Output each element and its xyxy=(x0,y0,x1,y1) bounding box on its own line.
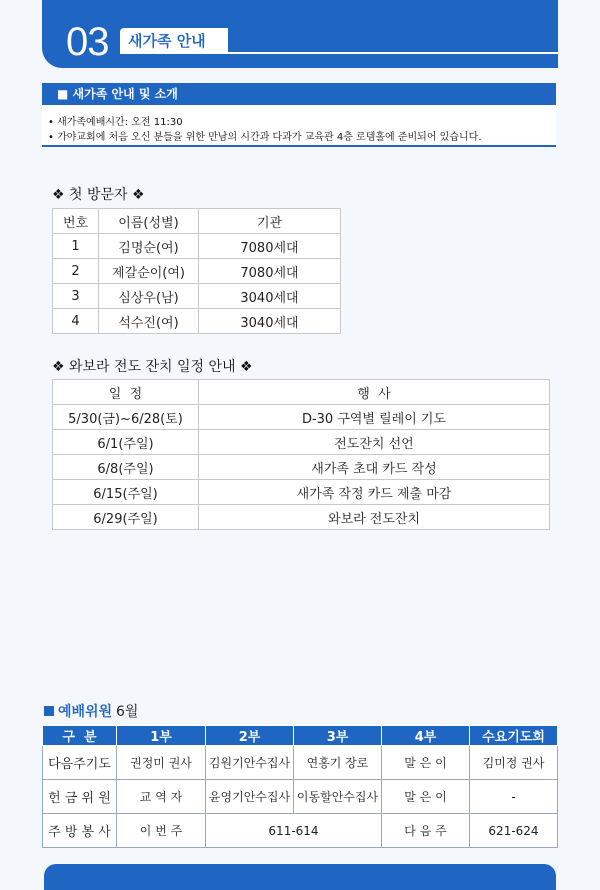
row-label: 주 방 봉 사 xyxy=(43,814,117,848)
cell: 이 번 주 xyxy=(117,814,206,848)
cell: 6/8(주일) xyxy=(53,455,199,480)
cell: - xyxy=(470,780,558,814)
table-row xyxy=(53,259,341,284)
cell: 김미정 권사 xyxy=(470,746,558,780)
table-row xyxy=(53,405,550,430)
table-header-row xyxy=(43,726,558,746)
col-header: 수요기도회 xyxy=(470,726,558,746)
col-header: 기관 xyxy=(199,209,341,234)
cell: 교 역 자 xyxy=(117,780,206,814)
cell: 석수진(여) xyxy=(99,309,199,334)
col-header: 2부 xyxy=(206,726,294,746)
cell: 권정미 권사 xyxy=(117,746,206,780)
cell: 3040세대 xyxy=(199,284,341,309)
intro-bullet-2: • 가야교회에 처음 오신 분들을 위한 만남의 시간과 다과가 교육관 4층 로뎀홀에 준비되어 있습니다. xyxy=(48,132,482,143)
table-row xyxy=(53,234,341,259)
table-row xyxy=(53,505,550,530)
table-row xyxy=(53,430,550,455)
col-header: 1부 xyxy=(117,726,206,746)
col-header: 3부 xyxy=(294,726,382,746)
table-row xyxy=(43,814,558,848)
schedule-table xyxy=(52,379,550,530)
square-bullet-icon xyxy=(44,706,54,716)
cell: 6/15(주일) xyxy=(53,480,199,505)
footer-bar xyxy=(44,864,556,890)
row-label: 헌 금 위 원 xyxy=(43,780,117,814)
table-row xyxy=(43,746,558,780)
row-label: 다음주기도 xyxy=(43,746,117,780)
table-header-row xyxy=(53,209,341,234)
cell: 2 xyxy=(53,259,99,284)
cell: 6/1(주일) xyxy=(53,430,199,455)
cell: 김원기안수집사 xyxy=(206,746,294,780)
cell: D-30 구역별 릴레이 기도 xyxy=(199,405,550,430)
worship-table xyxy=(42,725,558,848)
header-underline xyxy=(228,52,558,54)
col-header: 4부 xyxy=(382,726,470,746)
intro-bar-title: ■ 새가족 안내 및 소개 xyxy=(57,87,178,101)
intro-bullet-1: • 새가족예배시간: 오전 11:30 xyxy=(48,117,183,128)
table-header-row xyxy=(53,380,550,405)
cell: 와보라 전도잔치 xyxy=(199,505,550,530)
cell: 김명순(여) xyxy=(99,234,199,259)
cell: 말 은 이 xyxy=(382,746,470,780)
schedule-heading: ❖ 와보라 전도 잔치 일정 안내 ❖ xyxy=(52,359,253,375)
cell: 5/30(금)~6/28(토) xyxy=(53,405,199,430)
table-row xyxy=(43,780,558,814)
cell: 제갈순이(여) xyxy=(99,259,199,284)
col-header: 이름(성별) xyxy=(99,209,199,234)
cell: 전도잔치 선언 xyxy=(199,430,550,455)
cell: 윤영기안수집사 xyxy=(206,780,294,814)
worship-title: 예배위원 xyxy=(58,704,113,720)
cell: 다 음 주 xyxy=(382,814,470,848)
cell: 4 xyxy=(53,309,99,334)
cell: 말 은 이 xyxy=(382,780,470,814)
col-header: 일 정 xyxy=(53,380,199,405)
cell: 611-614 xyxy=(206,814,382,848)
cell: 7080세대 xyxy=(199,234,341,259)
cell: 연홍기 장로 xyxy=(294,746,382,780)
col-header: 번호 xyxy=(53,209,99,234)
cell: 3 xyxy=(53,284,99,309)
visitors-heading: ❖ 첫 방문자 ❖ xyxy=(52,187,145,203)
col-header: 구 분 xyxy=(43,726,117,746)
cell: 3040세대 xyxy=(199,309,341,334)
table-row xyxy=(53,309,341,334)
cell: 새가족 작정 카드 제출 마감 xyxy=(199,480,550,505)
table-row xyxy=(53,455,550,480)
cell: 새가족 초대 카드 작성 xyxy=(199,455,550,480)
worship-month: 6월 xyxy=(116,704,139,720)
visitors-table xyxy=(52,208,341,334)
cell: 심상우(남) xyxy=(99,284,199,309)
cell: 1 xyxy=(53,234,99,259)
cell: 7080세대 xyxy=(199,259,341,284)
cell: 621-624 xyxy=(470,814,558,848)
col-header: 행 사 xyxy=(199,380,550,405)
section-number: 03 xyxy=(66,20,109,64)
cell: 6/29(주일) xyxy=(53,505,199,530)
table-row xyxy=(53,284,341,309)
page-title: 새가족 안내 xyxy=(128,32,206,50)
cell: 이동할안수집사 xyxy=(294,780,382,814)
table-row xyxy=(53,480,550,505)
